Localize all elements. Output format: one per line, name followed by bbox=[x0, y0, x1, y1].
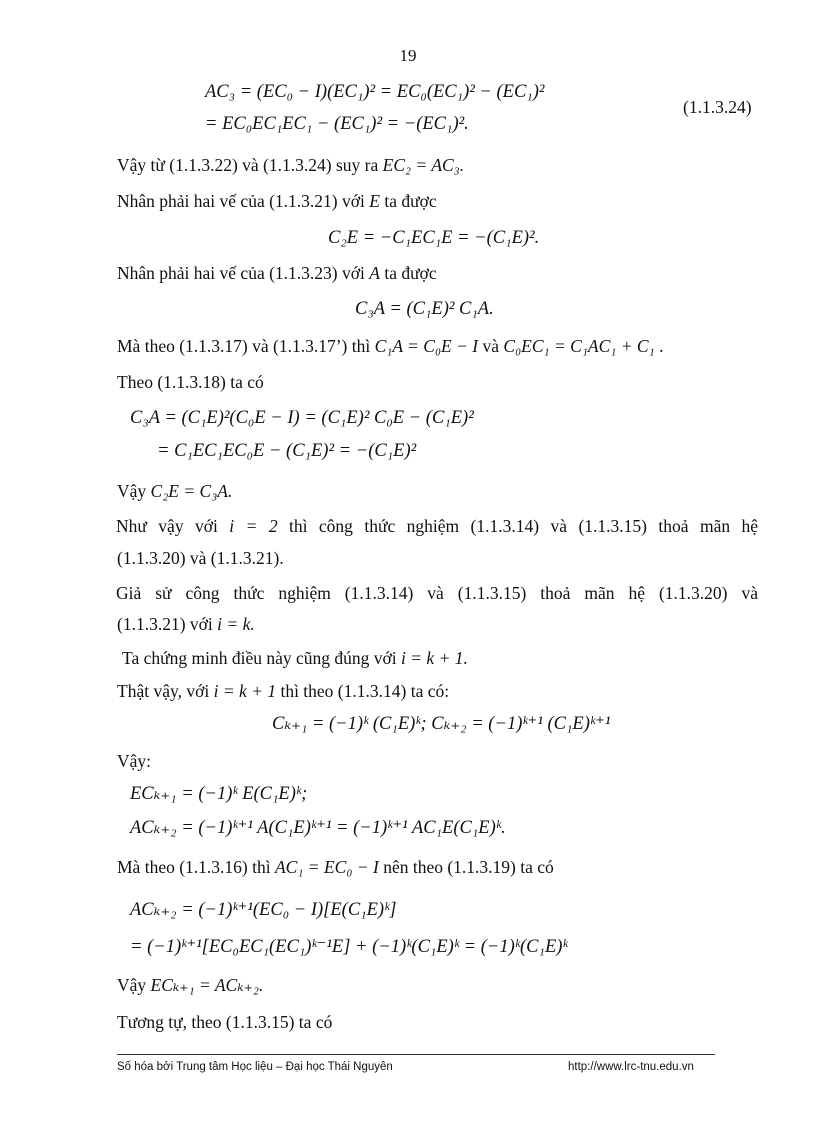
inline-math: A bbox=[369, 263, 380, 283]
inline-math: i = k + 1. bbox=[401, 648, 468, 668]
display-equation: C₂E = −C₁EC₁E = −(C₁E)². bbox=[328, 228, 540, 248]
paragraph-text: Nhân phải hai vế của (1.1.3.23) với bbox=[117, 263, 365, 283]
paragraph bbox=[117, 154, 464, 176]
paragraph: Theo (1.1.3.18) ta có bbox=[117, 372, 264, 392]
paragraph-text: Vậy bbox=[117, 975, 147, 995]
inline-math: C₀EC₁ = C₁AC₁ + C₁ bbox=[503, 336, 655, 356]
display-equation-line-1: ECₖ₊₁ = (−1)ᵏ E(C₁E)ᵏ; bbox=[130, 784, 308, 804]
inline-math: i = k + 1 bbox=[213, 681, 277, 701]
paragraph: Tương tự, theo (1.1.3.15) ta có bbox=[117, 1012, 333, 1032]
paragraph: Vậy: bbox=[117, 751, 152, 771]
paragraph-text: Mà theo (1.1.3.17) và (1.1.3.17’) thì bbox=[117, 336, 371, 356]
paragraph bbox=[117, 190, 437, 212]
paragraph-text: thì theo (1.1.3.14) ta có: bbox=[280, 681, 450, 701]
paragraph-text: ta được bbox=[384, 191, 437, 211]
inline-math: ECₖ₊₁ = ACₖ₊₂. bbox=[150, 975, 264, 995]
paragraph bbox=[117, 480, 232, 502]
page-number: 19 bbox=[399, 46, 417, 65]
inline-math: i = k. bbox=[217, 614, 255, 634]
paragraph bbox=[117, 335, 663, 357]
footer-divider bbox=[117, 1054, 715, 1055]
equation-label: (1.1.3.24) bbox=[683, 97, 752, 117]
equation-1-1-3-24-line-1: AC₃ = (EC₀ − I)(EC₁)² = EC₀(EC₁)² − (EC₁)² bbox=[205, 82, 545, 102]
paragraph-text: Mà theo (1.1.3.16) thì bbox=[117, 857, 271, 877]
paragraph-text: ta được bbox=[384, 263, 437, 283]
paragraph-text: . bbox=[659, 336, 664, 356]
paragraph-text: và bbox=[482, 336, 500, 356]
paragraph-text: (1.1.3.21) với bbox=[117, 614, 213, 634]
paragraph-line bbox=[117, 613, 255, 635]
paragraph-text: Nhân phải hai vế của (1.1.3.21) với bbox=[117, 191, 365, 211]
inline-math: i = 2 bbox=[229, 516, 278, 536]
inline-math: AC₁ = EC₀ − I bbox=[274, 857, 379, 877]
display-equation: C₃A = (C₁E)² C₁A. bbox=[355, 299, 494, 319]
paragraph-text: Ta chứng minh điều này cũng đúng với bbox=[122, 648, 397, 668]
paragraph-line bbox=[116, 515, 758, 537]
footer-link[interactable]: http://www.lrc-tnu.edu.vn bbox=[568, 1061, 694, 1073]
display-equation-line-2: = (−1)ᵏ⁺¹[EC₀EC₁(EC₁)ᵏ⁻¹E] + (−1)ᵏ(C₁E)ᵏ = (−1)ᵏ(C₁E)ᵏ bbox=[130, 937, 568, 957]
inline-math: C₁A = C₀E − I bbox=[374, 336, 479, 356]
paragraph-text: Vậy từ (1.1.3.22) và (1.1.3.24) suy ra bbox=[117, 155, 379, 175]
paragraph-line: (1.1.3.20) và (1.1.3.21). bbox=[117, 548, 284, 568]
footer-credit: Số hóa bởi Trung tâm Học liệu – Đại học Thái Nguyên bbox=[117, 1061, 393, 1073]
paragraph-text: thì công thức nghiệm (1.1.3.14) và (1.1.3.15) thoả mãn hệ bbox=[289, 516, 759, 536]
inline-math: EC₂ = AC₃. bbox=[382, 155, 465, 175]
paragraph-text: Như vậy với bbox=[116, 516, 218, 536]
inline-math: C₂E = C₃A. bbox=[150, 481, 233, 501]
display-equation-line-2: = C₁EC₁EC₀E − (C₁E)² = −(C₁E)² bbox=[157, 441, 417, 461]
equation-1-1-3-24-line-2: = EC₀EC₁EC₁ − (EC₁)² = −(EC₁)². bbox=[205, 114, 469, 134]
paragraph bbox=[117, 262, 437, 284]
display-equation-line-1: ACₖ₊₂ = (−1)ᵏ⁺¹(EC₀ − I)[E(C₁E)ᵏ] bbox=[130, 900, 397, 920]
paragraph bbox=[117, 974, 263, 996]
paragraph-text: Vậy bbox=[117, 481, 147, 501]
inline-math: E bbox=[369, 191, 380, 211]
paragraph bbox=[117, 680, 449, 702]
paragraph bbox=[117, 856, 554, 878]
paragraph-text: nên theo (1.1.3.19) ta có bbox=[383, 857, 554, 877]
display-equation: Cₖ₊₁ = (−1)ᵏ (C₁E)ᵏ; Cₖ₊₂ = (−1)ᵏ⁺¹ (C₁E)ᵏ⁺¹ bbox=[272, 714, 611, 734]
paragraph bbox=[122, 647, 468, 669]
paragraph-line: Giả sử công thức nghiệm (1.1.3.14) và (1.1.3.15) thoả mãn hệ (1.1.3.20) và bbox=[116, 583, 758, 603]
display-equation-line-2: ACₖ₊₂ = (−1)ᵏ⁺¹ A(C₁E)ᵏ⁺¹ = (−1)ᵏ⁺¹ AC₁E(C₁E)ᵏ. bbox=[130, 818, 506, 838]
display-equation-line-1: C₃A = (C₁E)²(C₀E − I) = (C₁E)² C₀E − (C₁E)² bbox=[130, 408, 474, 428]
paragraph-text: Thật vậy, với bbox=[117, 681, 210, 701]
